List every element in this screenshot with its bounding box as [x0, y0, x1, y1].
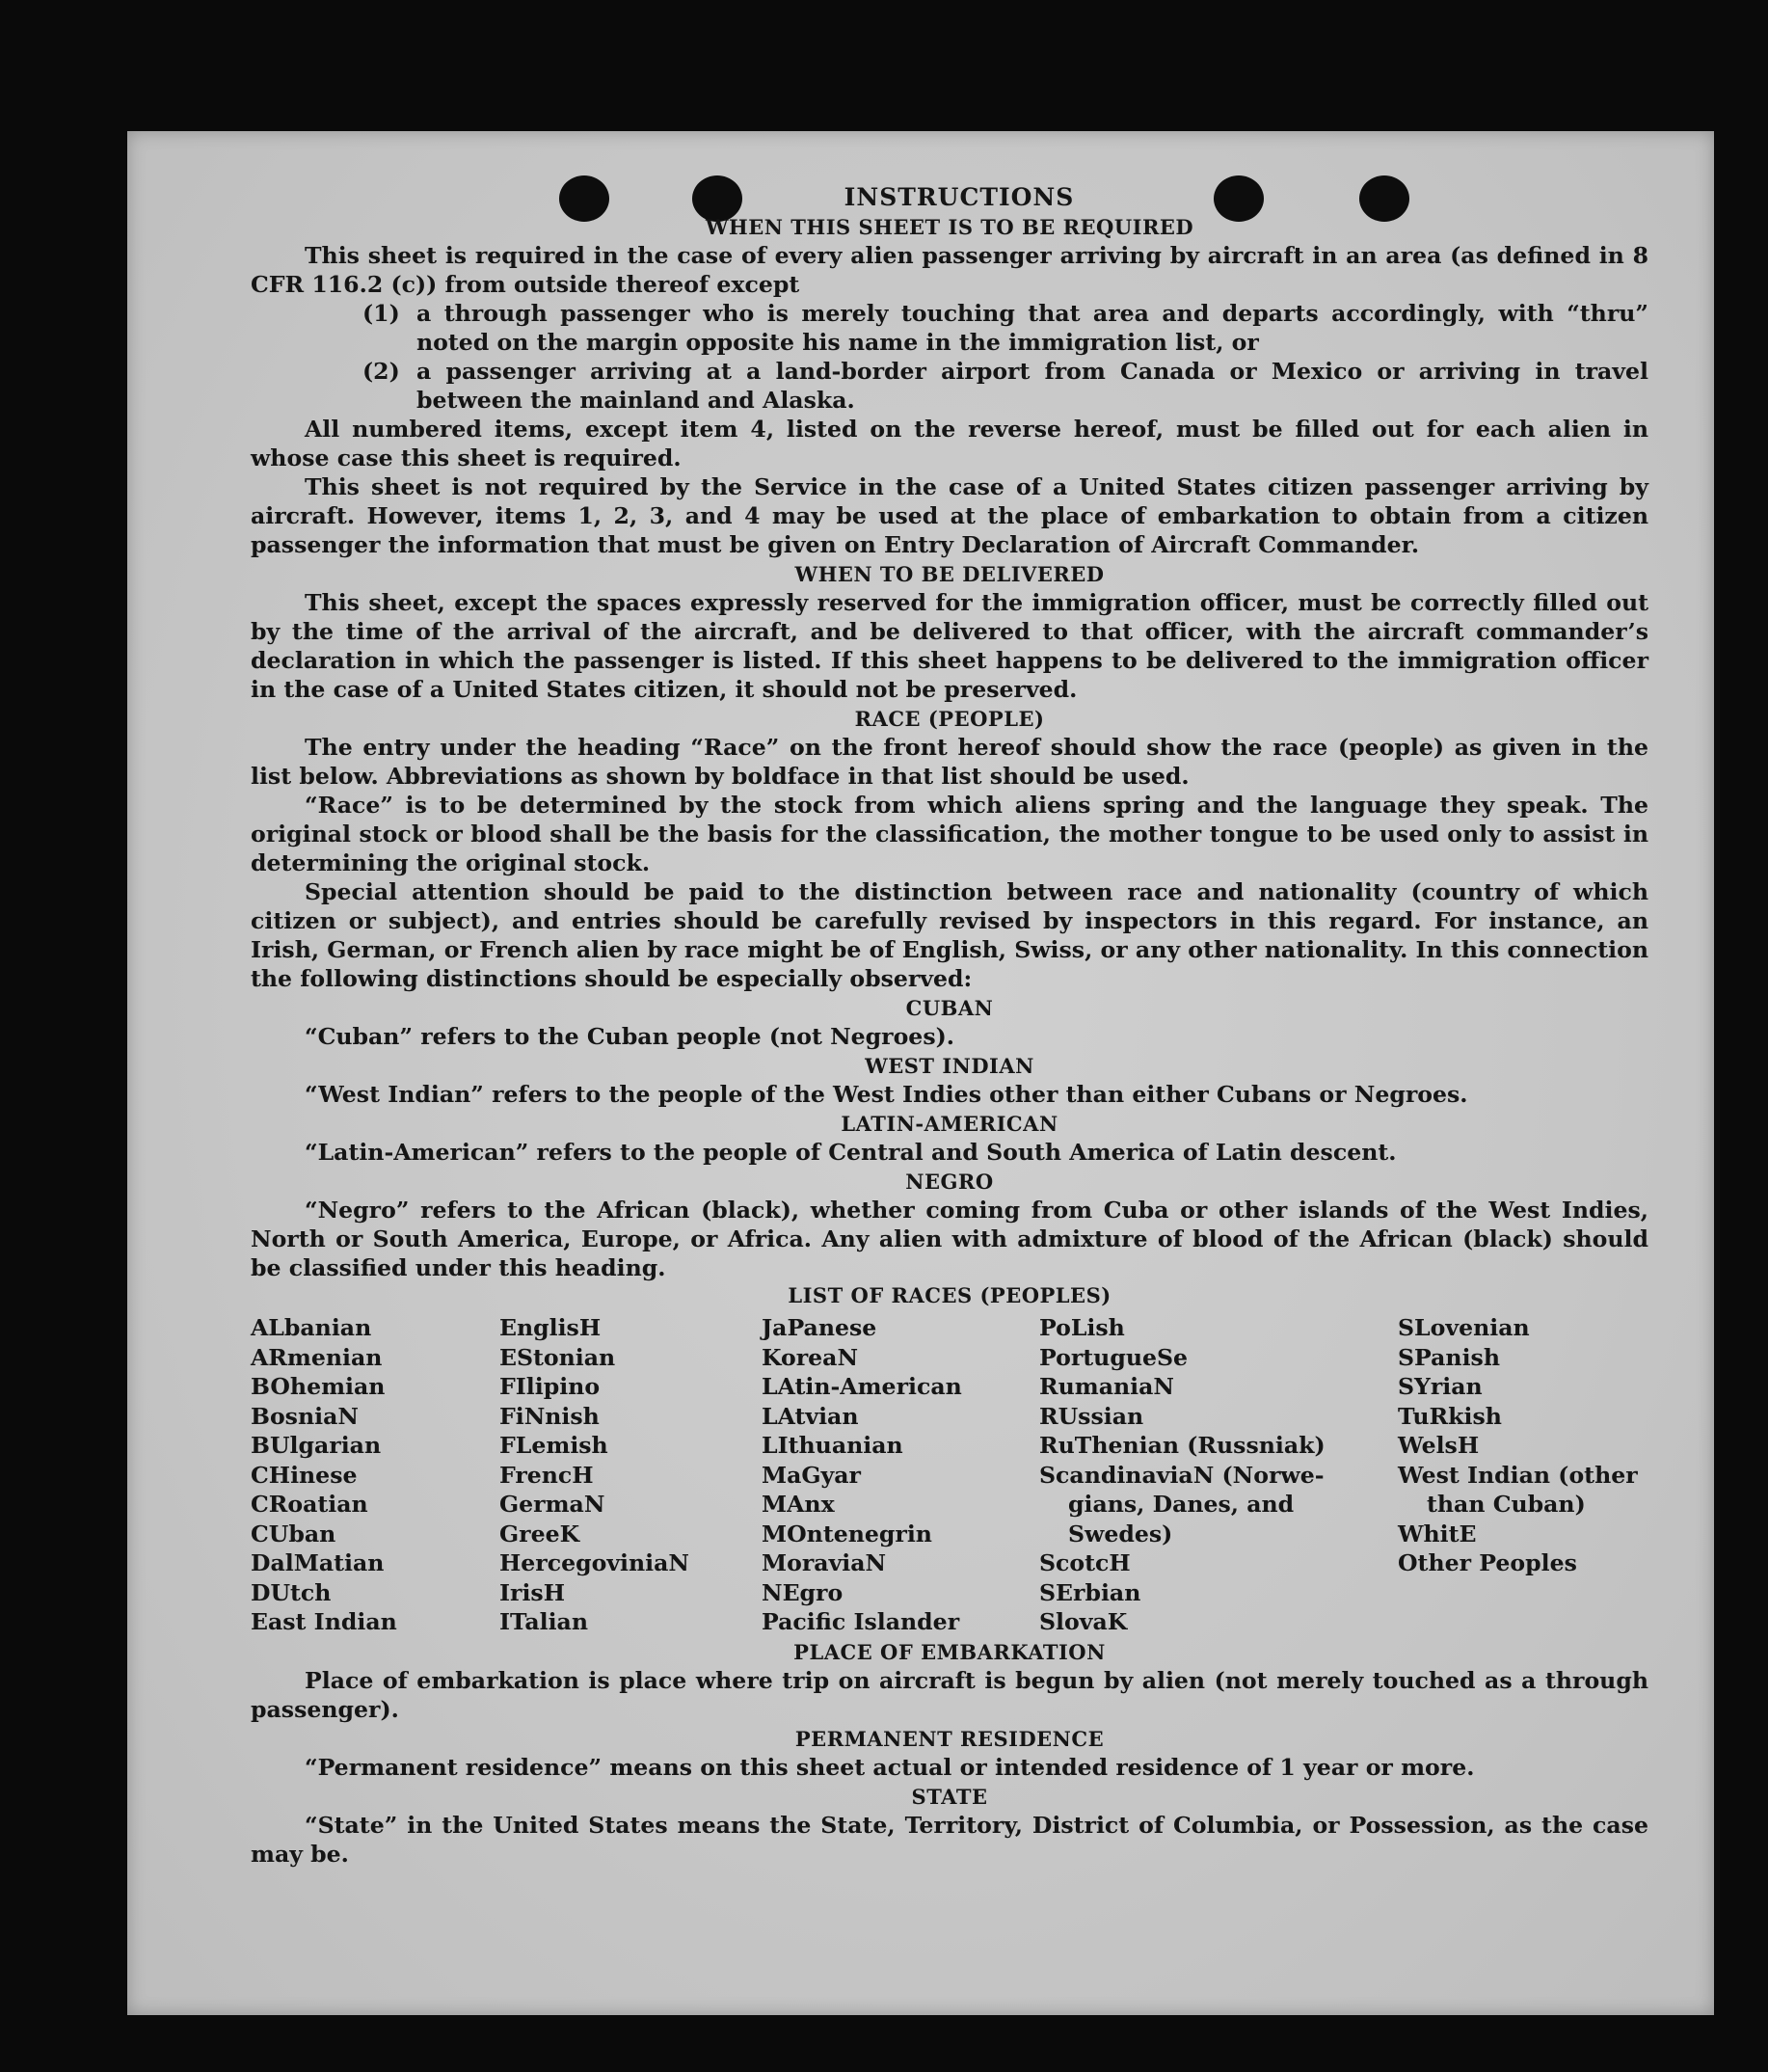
paragraph: “Cuban” refers to the Cuban people (not Negroes).	[305, 1023, 954, 1050]
section-heading-list-of-races: LIST OF RACES (PEOPLES)	[788, 1283, 1112, 1307]
races-column-3	[762, 1313, 1039, 1637]
race-entry-continued: Swedes)	[1068, 1520, 1173, 1547]
race-entry: MAnx	[762, 1491, 835, 1518]
page-title: INSTRUCTIONS	[844, 183, 1075, 211]
race-entry: SLovenian	[1398, 1314, 1530, 1341]
paragraph: This sheet is not required by the Service in the case of a United States citizen passenger arriving by aircraft. However, items 1, 2, 3, and 4 may be used at the place of embarkation to obtain from a citizen passenger the information that must be given on Entry Declaration of Aircraft Commander.	[251, 473, 1648, 558]
exception-item	[251, 299, 1648, 357]
paragraph: All numbered items, except item 4, listed on the reverse hereof, must be filled out for each alien in whose case this sheet is required.	[251, 416, 1648, 471]
race-entry: CHinese	[251, 1461, 358, 1489]
races-table	[251, 1313, 1648, 1637]
instructions-body	[251, 181, 1648, 1869]
section-heading-west-indian: WEST INDIAN	[865, 1054, 1034, 1078]
item-text: a through passenger who is merely touching that area and departs accordingly, with “thru” noted on the margin opposite his name in the immigration list, or	[416, 300, 1648, 356]
paragraph: “West Indian” refers to the people of the West Indies other than either Cubans or Negroes.	[305, 1081, 1468, 1108]
race-entry: ALbanian	[251, 1314, 372, 1341]
race-entry: CRoatian	[251, 1491, 368, 1518]
race-entry: KoreaN	[762, 1343, 859, 1371]
race-entry-continued: than Cuban)	[1427, 1491, 1586, 1518]
section-heading-permanent-residence: PERMANENT RESIDENCE	[794, 1726, 1105, 1751]
race-entry: SYrian	[1398, 1373, 1483, 1400]
race-entry: ScotcH	[1039, 1549, 1131, 1576]
race-entry: ITalian	[499, 1608, 588, 1635]
exception-item	[251, 357, 1648, 415]
item-number: (2)	[362, 358, 400, 385]
section-heading-delivered: WHEN TO BE DELIVERED	[794, 562, 1105, 586]
race-entry: RumaniaN	[1039, 1373, 1174, 1400]
races-column-5	[1398, 1313, 1648, 1637]
race-entry: LIthuanian	[762, 1432, 903, 1459]
race-entry: DUtch	[251, 1578, 332, 1606]
race-entry: RuThenian (Russniak)	[1039, 1432, 1326, 1459]
race-entry: GermaN	[499, 1491, 605, 1518]
race-entry: DalMatian	[251, 1549, 385, 1576]
race-entry: FIlipino	[499, 1373, 601, 1400]
race-entry: BosniaN	[251, 1402, 359, 1430]
race-entry: MOntenegrin	[762, 1520, 932, 1547]
race-entry: Other Peoples	[1398, 1549, 1577, 1576]
race-entry: MoraviaN	[762, 1549, 887, 1576]
race-entry: SErbian	[1039, 1578, 1141, 1606]
document-page	[127, 131, 1714, 2015]
paragraph: This sheet, except the spaces expressly reserved for the immigration officer, must be correctly filled out by the time of the arrival of the aircraft, and be delivered to that officer, with the aircraft commander’s declaration in which the passenger is listed. If this sheet happens to be delivered to the immigration officer in the case of a United States citizen, it should not be preserved.	[251, 589, 1648, 703]
race-entry: BUlgarian	[251, 1432, 382, 1459]
item-text: a passenger arriving at a land-border airport from Canada or Mexico or arriving in travel between the mainland and Alaska.	[416, 358, 1648, 414]
race-entry: EnglisH	[499, 1314, 602, 1341]
races-column-1	[251, 1313, 499, 1637]
race-entry: FiNnish	[499, 1402, 600, 1430]
race-entry: TuRkish	[1398, 1402, 1502, 1430]
race-entry: BOhemian	[251, 1373, 386, 1400]
race-entry: RUssian	[1039, 1402, 1144, 1430]
races-column-4	[1039, 1313, 1398, 1637]
race-entry: NEgro	[762, 1578, 844, 1606]
section-heading-embarkation: PLACE OF EMBARKATION	[793, 1639, 1106, 1664]
race-entry: IrisH	[499, 1578, 566, 1606]
paragraph: “Race” is to be determined by the stock from which aliens spring and the language they speak. The original stock or blood shall be the basis for the classification, the mother tongue to be used only to assist in determining the original stock.	[251, 792, 1648, 876]
race-entry: LAtin-American	[762, 1373, 962, 1400]
section-heading-race: RACE (PEOPLE)	[854, 707, 1045, 731]
race-entry: PoLish	[1039, 1314, 1125, 1341]
race-entry: Pacific Islander	[762, 1608, 960, 1635]
race-entry: SPanish	[1398, 1343, 1500, 1371]
paragraph: “Negro” refers to the African (black), whether coming from Cuba or other islands of the West Indies, North or South America, Europe, or Africa. Any alien with admixture of blood of the African (black) should be classified under this heading.	[251, 1197, 1648, 1281]
paragraph: Special attention should be paid to the distinction between race and nationality (country of which citizen or subject), and entries should be carefully revised by inspectors in this regard. For instance, an Irish, German, or French alien by race might be of English, Swiss, or any other nationality. In this connection the following distinctions should be especially observed:	[251, 878, 1648, 992]
race-entry: EStonian	[499, 1343, 616, 1371]
race-entry: MaGyar	[762, 1461, 861, 1489]
race-entry: GreeK	[499, 1520, 580, 1547]
race-entry: ARmenian	[251, 1343, 383, 1371]
section-heading-negro: NEGRO	[905, 1170, 994, 1194]
race-entry: ScandinaviaN (Norwe-	[1039, 1461, 1325, 1489]
races-column-2	[499, 1313, 762, 1637]
race-entry: FrencH	[499, 1461, 594, 1489]
race-entry: PortugueSe	[1039, 1343, 1189, 1371]
item-number: (1)	[362, 300, 400, 327]
race-entry-continued: gians, Danes, and	[1068, 1491, 1295, 1518]
paragraph: This sheet is required in the case of every alien passenger arriving by aircraft in an area (as defined in 8 CFR 116.2 (c)) from outside thereof except	[251, 242, 1648, 298]
section-heading-latin-american: LATIN-AMERICAN	[841, 1112, 1058, 1136]
paragraph: The entry under the heading “Race” on the front hereof should show the race (people) as given in the list below. Abbreviations as shown by boldface in that list should be used.	[251, 734, 1648, 790]
section-heading-state: STATE	[911, 1784, 988, 1809]
paragraph: “State” in the United States means the State, Territory, District of Columbia, or Possession, as the case may be.	[251, 1811, 1648, 1868]
race-entry: FLemish	[499, 1432, 608, 1459]
race-entry: LAtvian	[762, 1402, 859, 1430]
race-entry: WelsH	[1398, 1432, 1480, 1459]
paragraph: “Latin-American” refers to the people of Central and South America of Latin descent.	[305, 1139, 1397, 1166]
race-entry: East Indian	[251, 1608, 397, 1635]
race-entry: West Indian (other	[1398, 1461, 1638, 1489]
paragraph: “Permanent residence” means on this sheet actual or intended residence of 1 year or more.	[305, 1753, 1475, 1781]
section-heading-required: WHEN THIS SHEET IS TO BE REQUIRED	[705, 215, 1194, 239]
race-entry: HercegoviniaN	[499, 1549, 689, 1576]
race-entry: JaPanese	[762, 1314, 877, 1341]
paragraph: Place of embarkation is place where trip on aircraft is begun by alien (not merely touched as a through passenger).	[251, 1666, 1648, 1723]
race-entry: CUban	[251, 1520, 336, 1547]
race-entry: SlovaK	[1039, 1608, 1128, 1635]
section-heading-cuban: CUBAN	[905, 996, 994, 1020]
race-entry: WhitE	[1398, 1520, 1477, 1547]
